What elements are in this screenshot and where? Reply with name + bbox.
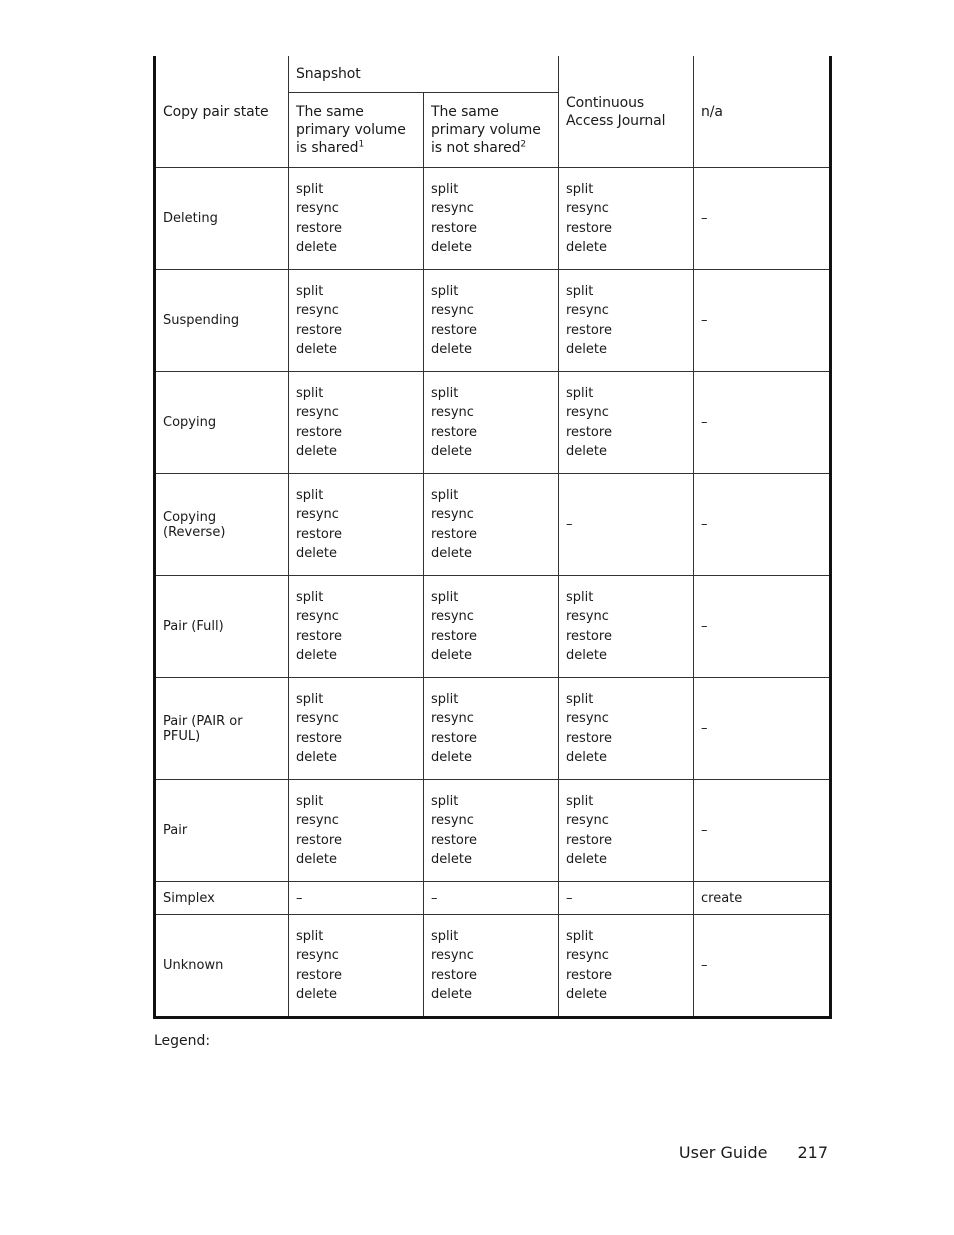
operation-item: resync (296, 948, 339, 964)
operation-item: restore (566, 220, 612, 236)
cell-copy-pair-state: Copying (155, 372, 289, 474)
cell-na: – (694, 168, 831, 270)
operation-list (566, 181, 686, 257)
operation-item: restore (566, 832, 612, 848)
header-copy-pair-state: Copy pair state (155, 56, 289, 168)
operation-item: resync (296, 813, 339, 829)
cell-ca-journal (559, 372, 694, 474)
footer-page-number: 217 (797, 1143, 828, 1162)
cell-ca-journal: – (559, 882, 694, 915)
operation-item: restore (431, 526, 477, 542)
cell-ca-journal (559, 915, 694, 1018)
table-row (155, 678, 831, 780)
cell-copy-pair-state: Unknown (155, 915, 289, 1018)
operation-item: restore (566, 322, 612, 338)
cell-na: – (694, 678, 831, 780)
operation-item: restore (431, 730, 477, 746)
cell-snapshot-not-shared (424, 576, 559, 678)
operation-item: delete (431, 852, 472, 868)
cell-na: – (694, 474, 831, 576)
copy-pair-operations-table (153, 56, 832, 1019)
operation-item: delete (431, 444, 472, 460)
operation-item: restore (431, 220, 477, 236)
header-primary-shared (289, 93, 424, 168)
operation-item: split (431, 793, 459, 809)
operation-item: restore (566, 628, 612, 644)
cell-copy-pair-state: Copying (Reverse) (155, 474, 289, 576)
operation-item: delete (296, 444, 337, 460)
cell-na: – (694, 576, 831, 678)
table-row (155, 270, 831, 372)
operation-item: resync (566, 609, 609, 625)
cell-copy-pair-state: Suspending (155, 270, 289, 372)
cell-copy-pair-state: Simplex (155, 882, 289, 915)
operation-item: delete (296, 852, 337, 868)
cell-ca-journal (559, 678, 694, 780)
operation-item: split (431, 589, 459, 605)
legend-label: Legend: (154, 1033, 211, 1049)
operation-item: resync (566, 711, 609, 727)
operation-item: split (296, 283, 324, 299)
operation-item: split (431, 283, 459, 299)
operation-item: resync (431, 948, 474, 964)
footer-doc-title: User Guide (678, 1143, 768, 1162)
operation-item: resync (296, 711, 339, 727)
header-primary-not-shared-text: The same primary volume is not shared (431, 104, 541, 156)
operation-item: resync (566, 948, 609, 964)
cell-snapshot-not-shared (424, 678, 559, 780)
cell-copy-pair-state: Pair (Full) (155, 576, 289, 678)
operation-item: delete (431, 750, 472, 766)
operation-item: split (431, 181, 459, 197)
operation-item: restore (296, 967, 342, 983)
operation-item: restore (296, 424, 342, 440)
operation-item: delete (566, 342, 607, 358)
operation-item: resync (431, 813, 474, 829)
operation-list (431, 283, 551, 359)
operation-item: delete (431, 342, 472, 358)
operation-item: split (566, 691, 594, 707)
page-footer (679, 1143, 828, 1162)
operation-list (296, 283, 416, 359)
operation-list (296, 793, 416, 869)
footnote-ref-2: 2 (520, 139, 527, 150)
operation-item: restore (431, 628, 477, 644)
operation-item: resync (431, 507, 474, 523)
operation-item: resync (431, 405, 474, 421)
operation-item: delete (296, 546, 337, 562)
cell-na: – (694, 270, 831, 372)
operation-item: delete (296, 987, 337, 1003)
cell-ca-journal (559, 576, 694, 678)
table-row (155, 915, 831, 1018)
operation-item: restore (296, 526, 342, 542)
cell-snapshot-not-shared (424, 474, 559, 576)
operation-item: delete (566, 852, 607, 868)
copy-pair-table-container (153, 56, 829, 1019)
cell-snapshot-shared (289, 372, 424, 474)
operation-list (566, 589, 686, 665)
operation-item: split (431, 487, 459, 503)
operation-item: restore (566, 730, 612, 746)
operation-item: resync (566, 201, 609, 217)
operation-item: resync (296, 303, 339, 319)
operation-item: restore (431, 424, 477, 440)
operation-item: resync (296, 507, 339, 523)
cell-na: – (694, 780, 831, 882)
cell-na: – (694, 915, 831, 1018)
operation-item: split (566, 793, 594, 809)
header-primary-shared-text: The same primary volume is shared (296, 104, 406, 156)
cell-ca-journal (559, 270, 694, 372)
operation-list (296, 589, 416, 665)
header-na: n/a (694, 56, 831, 168)
operation-item: split (296, 385, 324, 401)
operation-list (296, 385, 416, 461)
cell-snapshot-not-shared: – (424, 882, 559, 915)
operation-item: resync (431, 303, 474, 319)
cell-snapshot-shared: – (289, 882, 424, 915)
operation-item: split (431, 691, 459, 707)
operation-item: delete (296, 240, 337, 256)
operation-list (431, 691, 551, 767)
cell-snapshot-shared (289, 474, 424, 576)
operation-item: restore (296, 730, 342, 746)
header-continuous-access-journal: Continuous Access Journal (559, 56, 694, 168)
operation-item: split (566, 283, 594, 299)
cell-copy-pair-state: Pair (155, 780, 289, 882)
operation-item: resync (431, 711, 474, 727)
operation-item: split (431, 928, 459, 944)
table-row (155, 576, 831, 678)
cell-snapshot-not-shared (424, 372, 559, 474)
operation-list (566, 793, 686, 869)
operation-list (296, 691, 416, 767)
operation-list (431, 589, 551, 665)
operation-item: split (296, 487, 324, 503)
operation-item: resync (296, 609, 339, 625)
cell-copy-pair-state: Pair (PAIR or PFUL) (155, 678, 289, 780)
operation-item: split (296, 181, 324, 197)
operation-item: resync (296, 405, 339, 421)
cell-copy-pair-state: Deleting (155, 168, 289, 270)
header-snapshot: Snapshot (289, 56, 559, 93)
operation-item: resync (431, 609, 474, 625)
operation-item: restore (566, 967, 612, 983)
operation-list (566, 691, 686, 767)
operation-item: delete (566, 750, 607, 766)
cell-snapshot-shared (289, 576, 424, 678)
cell-snapshot-not-shared (424, 780, 559, 882)
operation-item: delete (431, 240, 472, 256)
operation-item: delete (296, 342, 337, 358)
cell-snapshot-shared (289, 678, 424, 780)
operation-item: resync (566, 813, 609, 829)
operation-list (431, 487, 551, 563)
header-primary-not-shared (424, 93, 559, 168)
operation-item: restore (566, 424, 612, 440)
operation-item: restore (296, 220, 342, 236)
operation-item: resync (566, 303, 609, 319)
operation-item: resync (431, 201, 474, 217)
operation-item: restore (296, 832, 342, 848)
operation-list (296, 928, 416, 1004)
operation-list (296, 181, 416, 257)
cell-ca-journal (559, 168, 694, 270)
operation-item: delete (566, 444, 607, 460)
operation-item: delete (296, 648, 337, 664)
table-row (155, 372, 831, 474)
operation-item: resync (566, 405, 609, 421)
operation-list (431, 928, 551, 1004)
cell-snapshot-not-shared (424, 168, 559, 270)
operation-item: resync (296, 201, 339, 217)
table-row (155, 882, 831, 915)
operation-item: delete (566, 240, 607, 256)
footnote-ref-1: 1 (358, 139, 365, 150)
cell-ca-journal (559, 780, 694, 882)
cell-snapshot-shared (289, 915, 424, 1018)
operation-item: delete (566, 987, 607, 1003)
operation-list (566, 385, 686, 461)
cell-na: create (694, 882, 831, 915)
operation-list (431, 181, 551, 257)
table-body (155, 168, 831, 1018)
operation-item: delete (431, 987, 472, 1003)
operation-list (566, 283, 686, 359)
cell-snapshot-not-shared (424, 270, 559, 372)
operation-item: delete (296, 750, 337, 766)
operation-item: split (566, 181, 594, 197)
operation-list (431, 793, 551, 869)
table-row (155, 474, 831, 576)
operation-item: split (431, 385, 459, 401)
cell-snapshot-shared (289, 168, 424, 270)
cell-snapshot-shared (289, 780, 424, 882)
operation-list (296, 487, 416, 563)
operation-item: restore (296, 628, 342, 644)
operation-item: split (566, 928, 594, 944)
operation-list (566, 928, 686, 1004)
operation-item: delete (431, 546, 472, 562)
operation-list (431, 385, 551, 461)
operation-item: delete (566, 648, 607, 664)
operation-item: split (296, 928, 324, 944)
cell-snapshot-shared (289, 270, 424, 372)
cell-na: – (694, 372, 831, 474)
operation-item: restore (296, 322, 342, 338)
cell-snapshot-not-shared (424, 915, 559, 1018)
operation-item: split (566, 589, 594, 605)
operation-item: restore (431, 322, 477, 338)
operation-item: restore (431, 832, 477, 848)
table-row (155, 168, 831, 270)
operation-item: split (296, 691, 324, 707)
cell-ca-journal: – (559, 474, 694, 576)
operation-item: restore (431, 967, 477, 983)
table-row (155, 780, 831, 882)
operation-item: delete (431, 648, 472, 664)
operation-item: split (566, 385, 594, 401)
operation-item: split (296, 793, 324, 809)
operation-item: split (296, 589, 324, 605)
